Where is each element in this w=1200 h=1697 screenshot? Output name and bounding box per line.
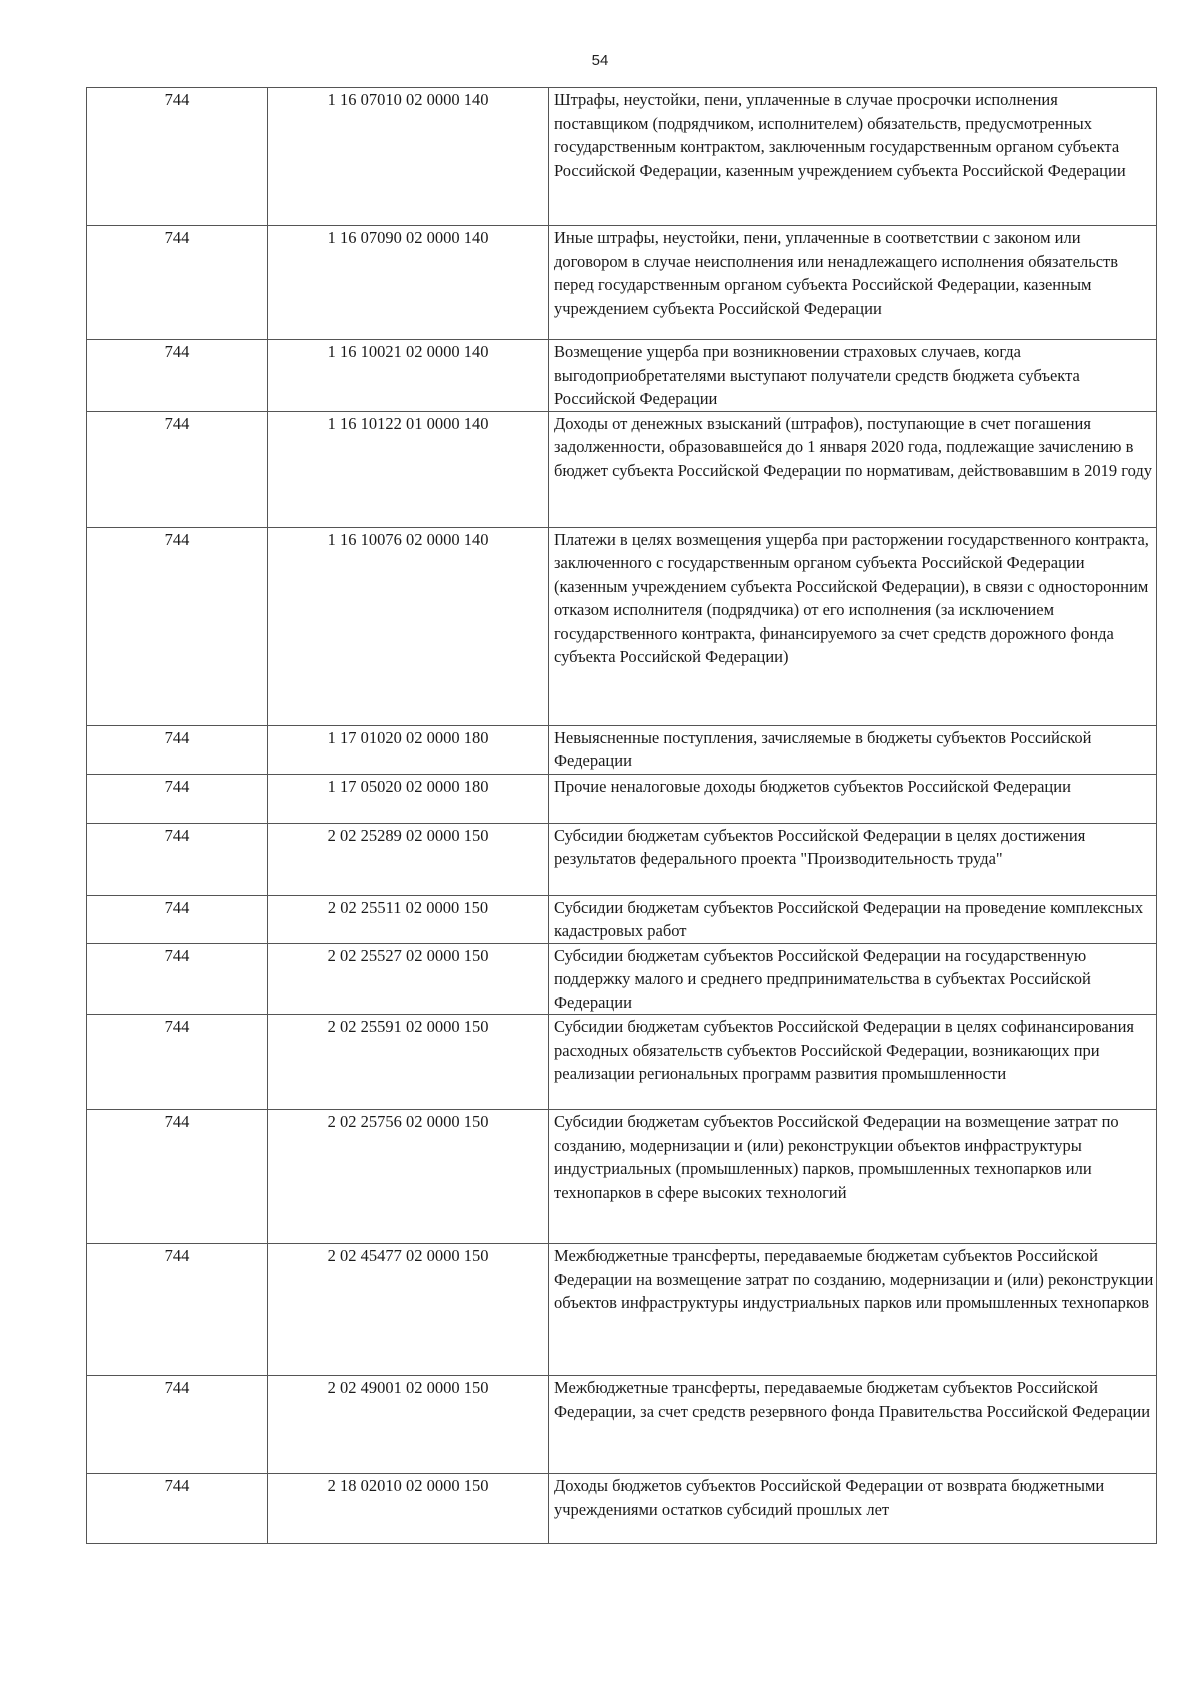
revenue-name-text: Межбюджетные трансферты, передаваемые бюджетам субъектов Российской Федерации, за счет средств резервного фонда Правительства Российской Федерации: [554, 1378, 1151, 1421]
admin-code-cell: 744: [87, 1474, 268, 1544]
budget-code-cell: 2 18 02010 02 0000 150: [268, 1474, 549, 1544]
table-row: [87, 895, 1157, 943]
revenue-name-cell: [549, 527, 1157, 725]
revenue-name-cell: [549, 895, 1157, 943]
page-number: 54: [591, 52, 609, 69]
admin-code-cell: 744: [87, 725, 268, 774]
revenue-name-cell: [549, 226, 1157, 340]
revenue-name-text: Прочие неналоговые доходы бюджетов субъектов Российской Федерации: [554, 776, 1071, 796]
revenue-name-cell: [549, 1244, 1157, 1376]
table-row: [87, 340, 1157, 412]
budget-code-cell: 2 02 25591 02 0000 150: [268, 1015, 549, 1110]
revenue-name-text: Штрафы, неустойки, пени, уплаченные в случае просрочки исполнения поставщиком (подрядчиком, исполнителем) обязательств, предусмотренных государственным контрактом, заключенным государственным органом субъекта Российской Федерации, казенным учреждением субъекта Российской Федерации: [554, 90, 1126, 180]
admin-code-cell: 744: [87, 1015, 268, 1110]
table-row: [87, 823, 1157, 895]
table-row: [87, 1376, 1157, 1474]
table-row: [87, 943, 1157, 1015]
table-row: [87, 88, 1157, 226]
revenue-name-text: Субсидии бюджетам субъектов Российской Федерации в целях софинансирования расходных обязательств субъектов Российской Федерации, возникающих при реализации региональных программ развития промышленности: [554, 1017, 1135, 1083]
budget-code-cell: 2 02 49001 02 0000 150: [268, 1376, 549, 1474]
budget-code-cell: 2 02 25756 02 0000 150: [268, 1110, 549, 1244]
budget-code-cell: 2 02 45477 02 0000 150: [268, 1244, 549, 1376]
revenue-name-cell: [549, 943, 1157, 1015]
budget-code-cell: 1 16 10021 02 0000 140: [268, 340, 549, 412]
admin-code-cell: 744: [87, 340, 268, 412]
revenue-name-cell: [549, 340, 1157, 412]
revenue-name-text: Субсидии бюджетам субъектов Российской Федерации на проведение комплексных кадастровых работ: [554, 897, 1144, 940]
revenue-name-cell: [549, 1110, 1157, 1244]
admin-code-cell: 744: [87, 1376, 268, 1474]
revenue-name-text: Субсидии бюджетам субъектов Российской Федерации на государственную поддержку малого и среднего предпринимательства в субъектах Российской Федерации: [554, 945, 1091, 1012]
admin-code-cell: 744: [87, 88, 268, 226]
admin-code-cell: 744: [87, 774, 268, 823]
revenue-name-cell: [549, 823, 1157, 895]
revenue-name-text: Доходы бюджетов субъектов Российской Федерации от возврата бюджетными учреждениями остатков субсидий прошлых лет: [554, 1476, 1105, 1519]
admin-code-cell: 744: [87, 527, 268, 725]
admin-code-cell: 744: [87, 1110, 268, 1244]
admin-code-cell: 744: [87, 943, 268, 1015]
revenue-name-text: Субсидии бюджетам субъектов Российской Федерации в целях достижения результатов федерального проекта "Производительность труда": [554, 825, 1086, 868]
revenue-name-cell: [549, 88, 1157, 226]
table-row: [87, 527, 1157, 725]
revenue-name-text: Невыясненные поступления, зачисляемые в бюджеты субъектов Российской Федерации: [554, 727, 1092, 770]
admin-code-cell: 744: [87, 895, 268, 943]
budget-code-cell: 1 16 07090 02 0000 140: [268, 226, 549, 340]
admin-code-cell: 744: [87, 1244, 268, 1376]
budget-code-cell: 1 17 01020 02 0000 180: [268, 725, 549, 774]
budget-code-cell: 1 17 05020 02 0000 180: [268, 774, 549, 823]
revenue-name-text: Платежи в целях возмещения ущерба при расторжении государственного контракта, заключенного с государственным органом субъекта Российской Федерации (казенным учреждением субъекта Российской Федерации), в связи с односторонним отказом исполнителя (подрядчика) от его исполнения (за исключением государственного контракта, финансируемого за счет средств дорожного фонда субъекта Российской Федерации): [554, 529, 1149, 666]
table-row: [87, 411, 1157, 527]
revenue-name-text: Иные штрафы, неустойки, пени, уплаченные в соответствии с законом или договором в случае неисполнения или ненадлежащего исполнения обязательств перед государственным органом субъекта Российской Федерации, казенным учреждением субъекта Российской Федерации: [554, 228, 1119, 318]
revenue-name-cell: [549, 1015, 1157, 1110]
revenue-name-cell: [549, 725, 1157, 774]
table-row: [87, 774, 1157, 823]
table-row: [87, 725, 1157, 774]
budget-code-cell: 2 02 25527 02 0000 150: [268, 943, 549, 1015]
admin-code-cell: 744: [87, 226, 268, 340]
budget-code-cell: 2 02 25289 02 0000 150: [268, 823, 549, 895]
revenue-name-text: Возмещение ущерба при возникновении страховых случаев, когда выгодоприобретателями выступают получатели средств бюджета субъекта Российской Федерации: [554, 342, 1080, 408]
budget-code-cell: 1 16 10076 02 0000 140: [268, 527, 549, 725]
table-row: [87, 226, 1157, 340]
revenue-codes-table: [86, 87, 1157, 1544]
revenue-name-cell: [549, 774, 1157, 823]
revenue-name-cell: [549, 1474, 1157, 1544]
revenue-name-text: Межбюджетные трансферты, передаваемые бюджетам субъектов Российской Федерации на возмещение затрат по созданию, модернизации и (или) реконструкции объектов инфраструктуры индустриальных парков или промышленных технопарков: [554, 1246, 1154, 1312]
table-body: [87, 88, 1157, 1544]
revenue-name-text: Доходы от денежных взысканий (штрафов), поступающие в счет погашения задолженности, образовавшейся до 1 января 2020 года, подлежащие зачислению в бюджет субъекта Российской Федерации по нормативам, действовавшим в 2019 году: [554, 413, 1153, 480]
table-row: [87, 1244, 1157, 1376]
admin-code-cell: 744: [87, 411, 268, 527]
revenue-name-text: Субсидии бюджетам субъектов Российской Федерации на возмещение затрат по созданию, модернизации и (или) реконструкции объектов инфраструктуры индустриальных (промышленных) парков, промышленных технопарков или технопарков в сфере высоких технологий: [554, 1112, 1119, 1202]
admin-code-cell: 744: [87, 823, 268, 895]
table-row: [87, 1015, 1157, 1110]
revenue-name-cell: [549, 411, 1157, 527]
table-row: [87, 1474, 1157, 1544]
budget-code-cell: 1 16 07010 02 0000 140: [268, 88, 549, 226]
revenue-name-cell: [549, 1376, 1157, 1474]
budget-code-cell: 1 16 10122 01 0000 140: [268, 411, 549, 527]
table-row: [87, 1110, 1157, 1244]
budget-code-cell: 2 02 25511 02 0000 150: [268, 895, 549, 943]
